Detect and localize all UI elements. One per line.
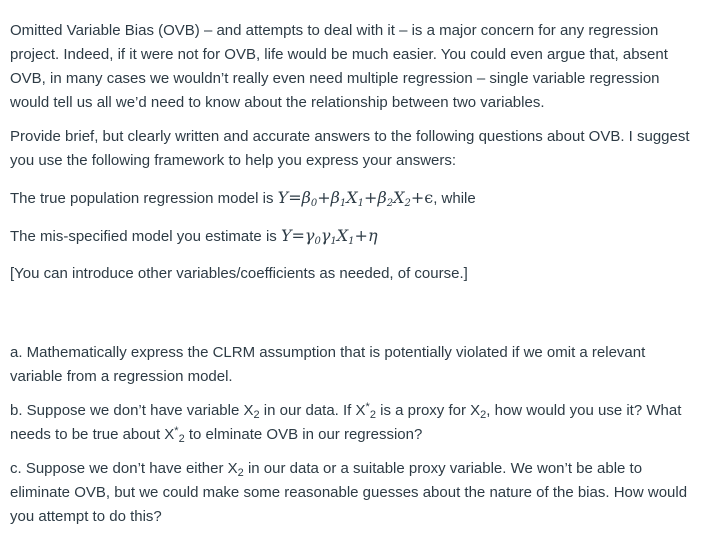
question-b-sub-3: 2 [480,409,487,421]
mis-model-equation [281,226,378,245]
eq-beta1: β [330,188,340,207]
question-b-text-4: , how would you use it? What needs to be true about X [10,402,682,443]
question-a: a. Mathematically express the CLRM assumption that is potentially violated if we omit a relevant variable from a regression model. [10,344,646,385]
mis-eq-gamma1-sub: 1 [330,236,337,247]
eq-beta0-sub: 0 [310,198,318,209]
eq-beta1-sub: 1 [339,198,347,209]
note-paragraph: [You can introduce other variables/coefficients as needed, of course.] [10,265,468,282]
eq-x1-sub: 1 [357,198,365,209]
mis-eq-y: Y [280,226,292,245]
question-c-sub-1: 2 [237,467,244,479]
mis-eq-eta: η [367,226,378,245]
intro-paragraph: Omitted Variable Bias (OVB) – and attempts to deal with it – is a major concern for any regression project. Indeed, if it were not for OVB, life would be much easier. You could even argue that, absent OVB, in many cases we wouldn’t really even need multiple regression – single variable regression would tell us all we’d need to know about the relationship between two variables. [10,22,668,111]
mis-model-prefix: The mis-specified model you estimate is [10,228,281,245]
question-b [10,399,695,447]
eq-beta2: β [377,188,387,207]
eq-plus-1: + [317,188,331,207]
true-model-equation [278,188,434,207]
question-b-sub-4: 2 [178,433,185,445]
question-b-sub-2: 2 [369,409,376,421]
eq-plus-2: + [364,188,378,207]
mis-eq-x1-sub: 1 [348,236,355,247]
eq-beta2-sub: 2 [386,198,394,209]
mis-eq-gamma1: γ [320,226,331,245]
eq-beta0: β [301,188,311,207]
eq-epsilon: ϵ [424,188,434,207]
mis-eq-gamma0-sub: 0 [314,236,321,247]
eq-x2: X [393,188,405,207]
question-c-text-2: in our data or a suitable proxy variable. We won’t be able to eliminate OVB, but we could make some reasonable guesses about the nature of the bias. How would you attempt to do this? [10,460,688,525]
mis-eq-equals: = [291,226,305,245]
eq-y: Y [277,188,289,207]
question-b-sup-2: * [174,425,179,437]
mis-model-line [10,224,695,249]
mis-eq-x1: X [336,226,349,245]
true-model-line [10,186,695,211]
question-b-sup-1: * [365,401,370,413]
question-b-text-1: b. Suppose we don’t have variable X [10,402,254,419]
question-b-text-5: to elminate OVB in our regression? [184,426,423,443]
true-model-suffix: , while [433,190,476,207]
eq-equals: = [288,188,302,207]
eq-x1: X [346,188,358,207]
instructions-paragraph: Provide brief, but clearly written and accurate answers to the following questions about OVB. I suggest you use the following framework to help you express your answers: [10,128,690,169]
true-model-prefix: The true population regression model is [10,190,278,207]
question-b-sub-1: 2 [253,409,260,421]
mis-eq-plus: + [354,226,368,245]
question-c [10,457,695,529]
eq-x2-sub: 2 [404,198,411,209]
mis-eq-gamma0: γ [304,226,315,245]
question-b-text-3: is a proxy for X [375,402,481,419]
question-b-text-2: in our data. If X [259,402,366,419]
eq-plus-3: + [410,188,425,207]
question-c-text-1: c. Suppose we don’t have either X [10,460,238,477]
